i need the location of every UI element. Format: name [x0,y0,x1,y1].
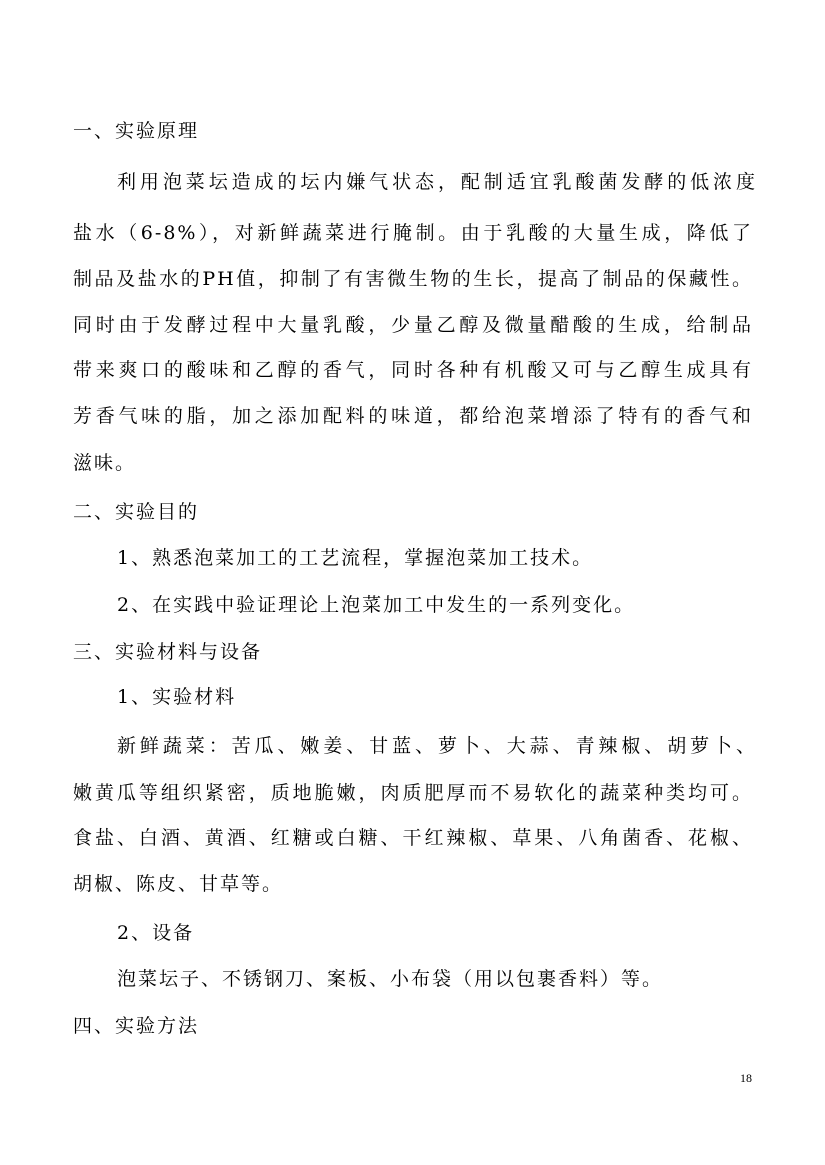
paragraph-line: 芳香气味的脂，加之添加配料的味道，都给泡菜增添了特有的香气和 [73,405,753,427]
subsection-heading-equipment: 2、设备 [117,922,195,944]
page-number: 18 [740,1071,752,1085]
paragraph-line: 食盐、白酒、黄酒、红糖或白糖、干红辣椒、草果、八角菌香、花椒、 [73,827,753,849]
list-item: 1、熟悉泡菜加工的工艺流程，掌握泡菜加工技术。 [117,547,594,569]
subsection-heading-materials: 1、实验材料 [117,686,237,708]
paragraph-line: 嫩黄瓜等组织紧密，质地脆嫩，肉质肥厚而不易软化的蔬菜种类均可。 [73,782,753,804]
paragraph-line: 带来爽口的酸味和乙醇的香气，同时各种有机酸又可与乙醇生成具有 [73,359,753,381]
paragraph-line: 同时由于发酵过程中大量乳酸，少量乙醇及微量醋酸的生成，给制品 [73,314,753,336]
paragraph-line: 制品及盐水的PH值，抑制了有害微生物的生长，提高了制品的保藏性。 [73,268,753,290]
paragraph-line: 胡椒、陈皮、甘草等。 [73,873,284,895]
paragraph-line: 盐水（6-8%），对新鲜蔬菜进行腌制。由于乳酸的大量生成，降低了 [73,222,753,244]
paragraph-line: 利用泡菜坛造成的坛内嫌气状态，配制适宜乳酸菌发酵的低浓度 [117,171,757,193]
paragraph-line: 泡菜坛子、不锈钢刀、案板、小布袋（用以包裹香料）等。 [117,968,664,990]
paragraph-line: 滋味。 [73,452,137,474]
section-heading-objective: 二、实验目的 [73,501,200,523]
list-item: 2、在实践中验证理论上泡菜加工中发生的一系列变化。 [117,594,636,616]
section-heading-principle: 一、实验原理 [73,120,200,142]
paragraph-line: 新鲜蔬菜：苦瓜、嫩姜、甘蓝、萝卜、大蒜、青辣椒、胡萝卜、 [117,735,757,757]
section-heading-materials-equipment: 三、实验材料与设备 [73,641,263,663]
section-heading-method: 四、实验方法 [73,1015,200,1037]
